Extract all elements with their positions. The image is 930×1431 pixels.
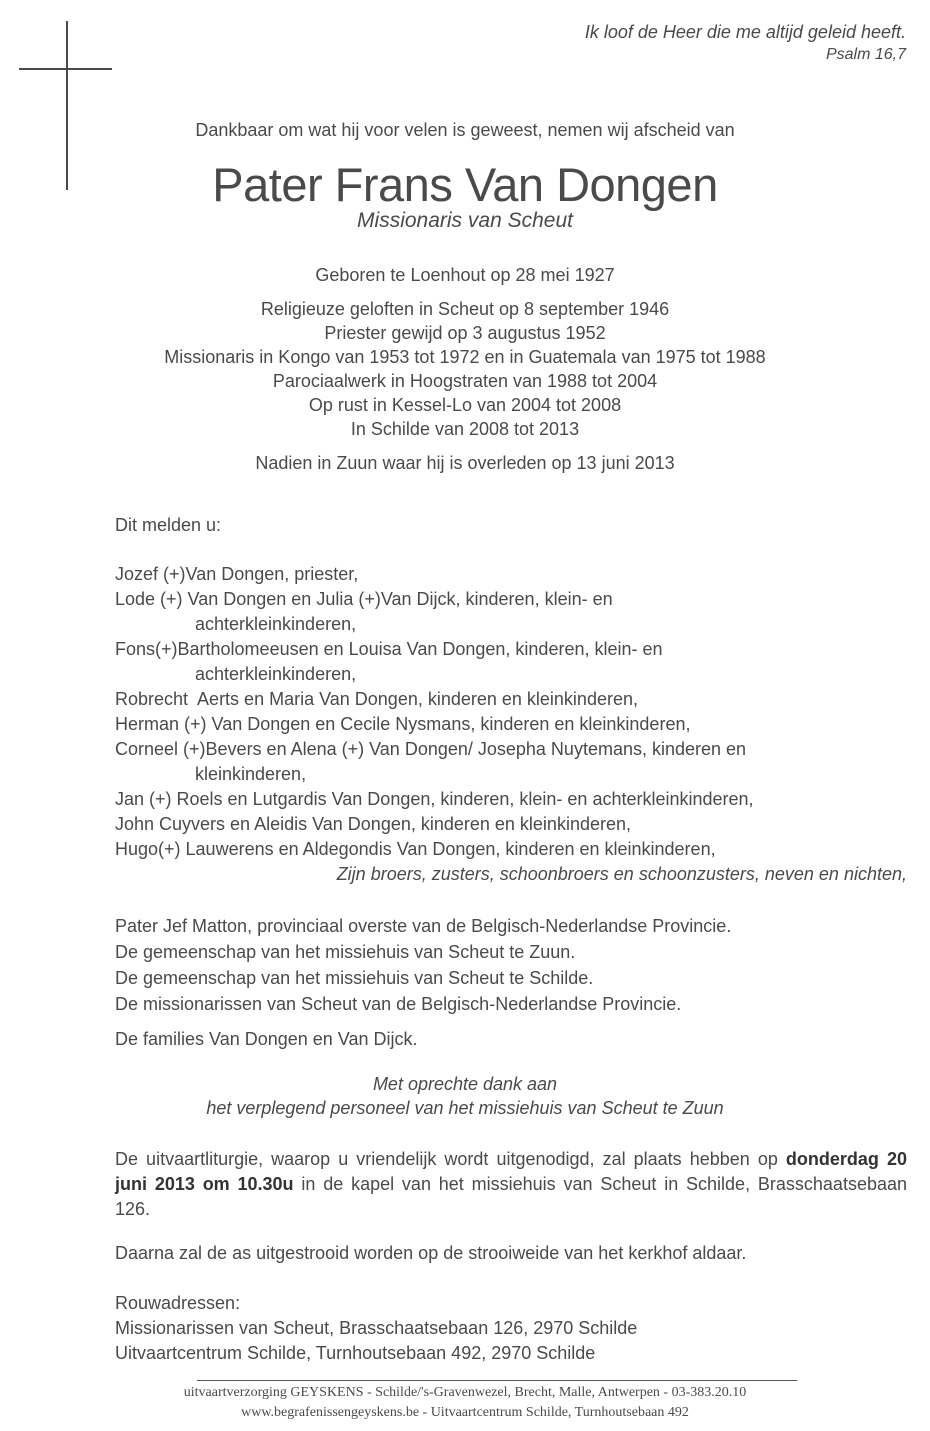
quote-source: Psalm 16,7 [825, 46, 906, 63]
family-entry: John Cuyvers en Aleidis Van Dongen, kinderen en kleinkinderen, [115, 814, 631, 834]
thanks-line-1: Met oprechte dank aan [372, 1074, 558, 1094]
family-entry: Robrecht Aerts en Maria Van Dongen, kinderen en kleinkinderen, [115, 689, 638, 709]
mourning-addresses [115, 1291, 907, 1366]
quote-text: Ik loof de Heer die me altijd geleid heeft. [584, 22, 906, 42]
deceased-subtitle: Missionaris van Scheut [357, 209, 573, 232]
address-line: Missionarissen van Scheut, Brasschaatsebaan 126, 2970 Schilde [115, 1318, 638, 1338]
family-entry: Jan (+) Roels en Lutgardis Van Dongen, kinderen, klein- en achterkleinkinderen, [115, 789, 754, 809]
bio-parish: Parociaalwerk in Hoogstraten van 1988 tot 2004 [272, 371, 658, 391]
family-entry: Herman (+) Van Dongen en Cecile Nysmans, kinderen en kleinkinderen, [115, 714, 691, 734]
family-list [115, 562, 907, 887]
addresses-heading: Rouwadressen: [115, 1293, 241, 1313]
thanks-note [0, 1072, 930, 1120]
family-closing: Zijn broers, zusters, schoonbroers en schoonzusters, neven en nichten, [336, 864, 907, 884]
deceased-name: Pater Frans Van Dongen [212, 158, 718, 211]
family-entry: Lode (+) Van Dongen en Julia (+)Van Dijck, kinderen, klein- en achterkleinkinderen, [115, 589, 613, 634]
org-line: De gemeenschap van het missiehuis van Scheut te Schilde. [115, 968, 594, 988]
ashes-text: Daarna zal de as uitgestrooid worden op de strooiweide van het kerkhof aldaar. [115, 1243, 747, 1263]
footer-line-1: uitvaartverzorging GEYSKENS - Schilde/'s-Gravenwezel, Brecht, Malle, Antwerpen - 03-383.20.10 [183, 1385, 747, 1400]
bio-schilde: In Schilde van 2008 tot 2013 [350, 419, 580, 439]
thanks-line-2: het verplegend personeel van het missiehuis van Scheut te Zuun [206, 1098, 724, 1118]
bio-ordained: Priester gewijd op 3 augustus 1952 [324, 323, 606, 343]
psalm-quote [585, 20, 906, 66]
bio-died: Nadien in Zuun waar hij is overleden op 13 juni 2013 [255, 453, 675, 473]
family-entry: Fons(+)Bartholomeeusen en Louisa Van Dongen, kinderen, klein- en achterkleinkinderen, [115, 639, 663, 684]
bio-missions: Missionaris in Kongo van 1953 tot 1972 en in Guatemala van 1975 tot 1988 [164, 347, 766, 367]
family-entry: Jozef (+)Van Dongen, priester, [115, 564, 359, 584]
bio-vows: Religieuze geloften in Scheut op 8 september 1946 [260, 299, 670, 319]
cross-icon-horizontal [19, 68, 112, 70]
address-line: Uitvaartcentrum Schilde, Turnhoutsebaan 492, 2970 Schilde [115, 1343, 596, 1363]
funeral-home-footer [0, 1383, 930, 1423]
footer-line-2: www.begrafenissengeyskens.be - Uitvaartcentrum Schilde, Turnhoutsebaan 492 [241, 1405, 689, 1420]
org-line: Pater Jef Matton, provinciaal overste van de Belgisch-Nederlandse Provincie. [115, 916, 732, 936]
families-text: De families Van Dongen en Van Dijck. [115, 1029, 418, 1049]
liturgy-date: donderdag 20 juni 2013 om 10.30u [115, 1149, 907, 1194]
intro-text: Dankbaar om wat hij voor velen is geweest, nemen wij afscheid van [195, 120, 735, 140]
organizations-list [115, 913, 907, 1017]
announce-text: Dit melden u: [115, 515, 222, 535]
liturgy-text: De uitvaartliturgie, waarop u vriendelijk wordt uitgenodigd, zal plaats hebben op donderdag 20 juni 2013 om 10.30u in de kapel van het missiehuis van Scheut in Schilde, Brasschaatsebaan 126. [115, 1149, 907, 1219]
bio-rest: Op rust in Kessel-Lo van 2004 tot 2008 [308, 395, 622, 415]
footer-divider [197, 1380, 797, 1381]
family-entry: Corneel (+)Bevers en Alena (+) Van Dongen/ Josepha Nuytemans, kinderen en kleinkinderen, [115, 739, 747, 784]
family-entry: Hugo(+) Lauwerens en Aldegondis Van Dongen, kinderen en kleinkinderen, [115, 839, 716, 859]
org-line: De missionarissen van Scheut van de Belgisch-Nederlandse Provincie. [115, 994, 682, 1014]
bio-born: Geboren te Loenhout op 28 mei 1927 [315, 265, 615, 285]
org-line: De gemeenschap van het missiehuis van Scheut te Zuun. [115, 942, 576, 962]
biography [0, 263, 930, 475]
